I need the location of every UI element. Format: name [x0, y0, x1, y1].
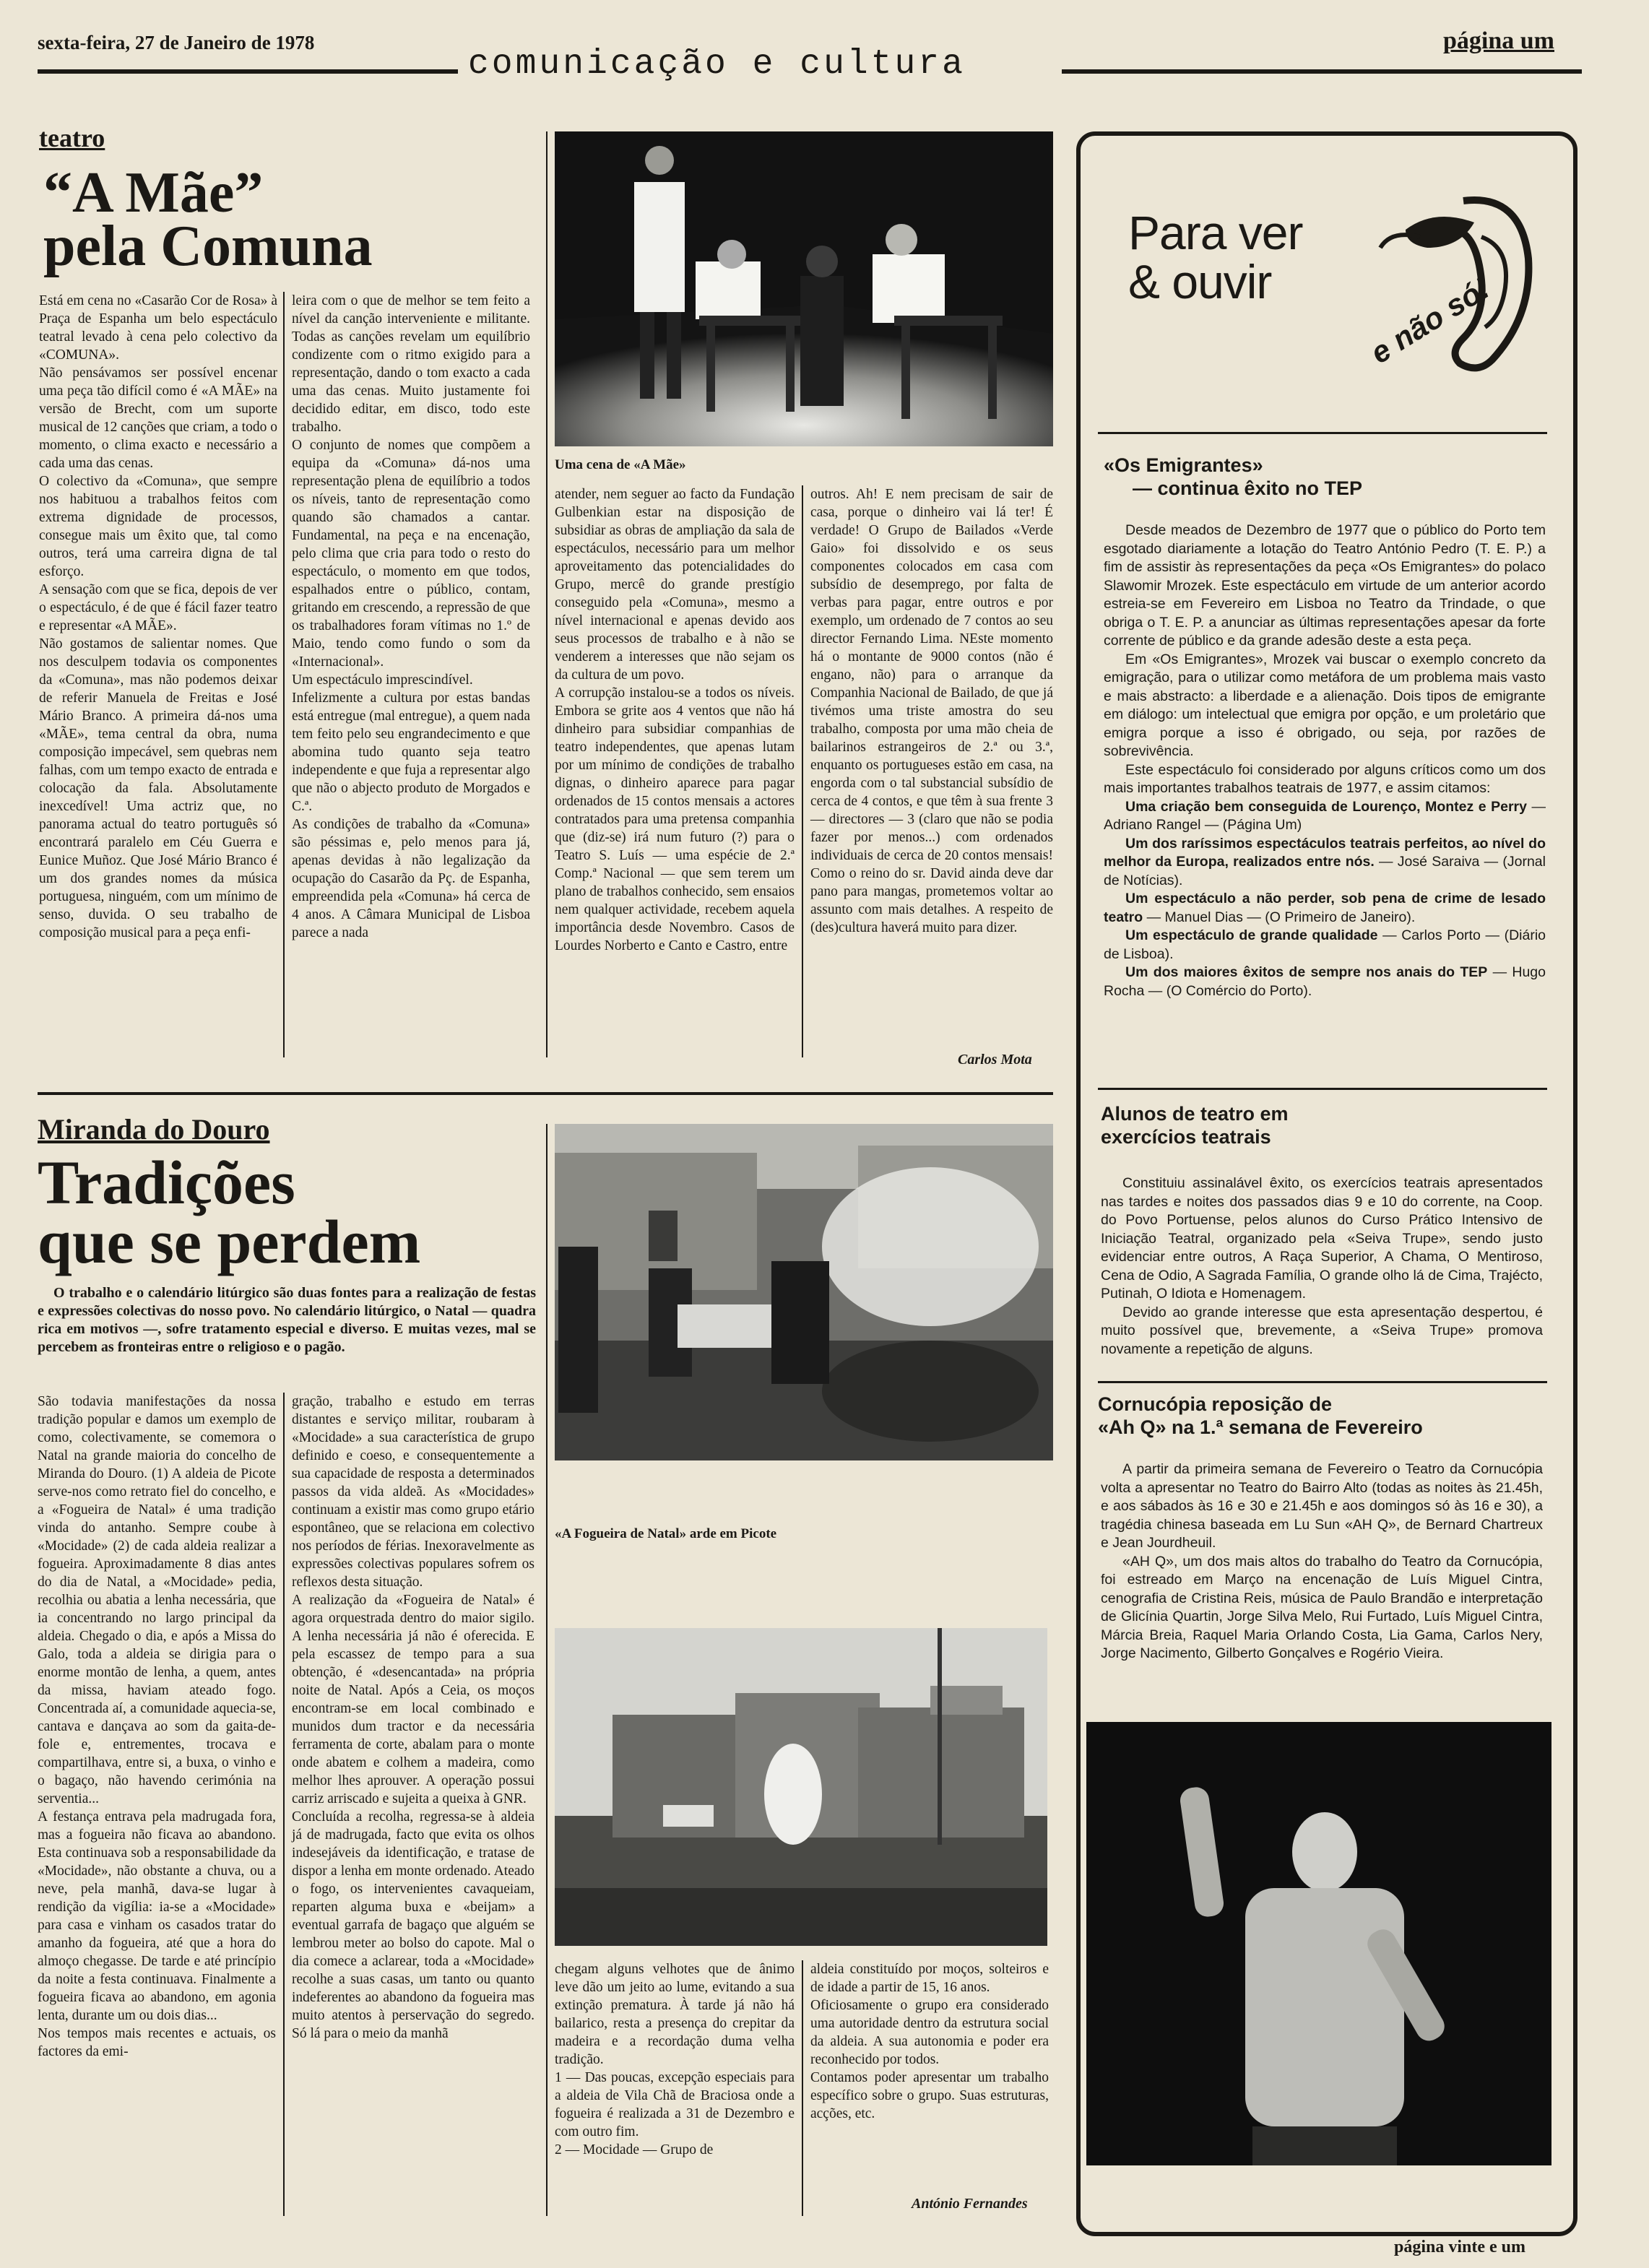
- section-title: comunicação e cultura: [468, 45, 966, 84]
- quote-source: — Manuel Dias — (O Primeiro de Janeiro).: [1143, 909, 1416, 925]
- quote-text: Um espectáculo a não perder, sob pena de crime de lesado teatro: [1104, 891, 1546, 925]
- photo-village-bonfire: [555, 1628, 1047, 1946]
- teatro-column-4: outros. Ah! E nem precisam de sair de casa, porque o dinheiro vai lá ter! É verdade! O Grupo de Bailados «Verde Gaio» foi dissolvido e os seus componentes colocados em casa com subsídio de desemprego, por falta de verbas para pagar, entre outros e por exemplo, um ordenado de 7 contos ao seu director Fernando Lima. NEste momento há o montante de 9000 contos (não é engano, não) para o arranque da Companhia Nacional de Bailado, de que já tivémos uma triste amostra do seu trabalho, composta por uma mão cheia de bailarinos estrangeiros de 2.ª ou 3.ª, enquanto os portugueses estão em casa, na engorda com o tal substancial subsídio de cerca de 4 contos, e que têm à sua frente 3 — directores — 3 (claro que não se podia fazer por menos...) com ordenados individuais de cerca de 20 contos mensais! Como o reino do sr. David ainda deve dar pano para mangas, prometemos voltar ao assunto com mais detalhes. A respeito de (des)cultura haverá muito para dizer.: [810, 487, 1053, 935]
- alunos-heading-line2: exercícios teatrais: [1101, 1126, 1271, 1148]
- bonfire-photo-illustration: [555, 1124, 1053, 1460]
- cornucopia-heading-line2: «Ah Q» na 1.ª semana de Fevereiro: [1098, 1416, 1423, 1438]
- teatro-byline: Carlos Mota: [958, 1052, 1032, 1068]
- actor-photo-illustration: [1086, 1722, 1551, 2165]
- column-rule: [802, 1960, 803, 2216]
- miranda-headline: [38, 1148, 421, 1276]
- photo-a-mae-scene: [555, 131, 1053, 446]
- quote-text: Um dos raríssimos espectáculos teatrais perfeitos, ao nível do melhor da Europa, realizados entre nós.: [1104, 835, 1546, 870]
- alunos-heading-line1: Alunos de teatro em: [1101, 1103, 1289, 1125]
- critic-quote: [1104, 798, 1546, 835]
- village-photo-illustration: [555, 1628, 1047, 1946]
- column-rule: [546, 131, 547, 1057]
- miranda-column-3: chegam alguns velhotes que de ânimo leve dão um jeito ao lume, evitando a sua extinção prematura. À tarde já não há bailarico, resta a presença do crepitar da madeira e a recordação duma velha tradição. 1 — Das poucas, excepção especiais para a aldeia de Vila Chã de Braciosa onde a fogueira é realizada a 31 de Dezembro e com outro fim. 2 — Mocidade — Grupo de: [555, 1962, 795, 2157]
- emigrantes-heading-line2: — continua êxito no TEP: [1133, 477, 1363, 499]
- quote-text: Um espectáculo de grande qualidade: [1125, 927, 1378, 943]
- quote-source: — Adriano Rangel — (Página Um): [1104, 798, 1546, 833]
- critic-quote: [1104, 835, 1546, 891]
- cornucopia-heading-line1: Cornucópia reposição de: [1098, 1393, 1333, 1415]
- critic-quote: [1104, 964, 1546, 1000]
- column-rule: [802, 485, 803, 1057]
- teatro-headline-line1: “A Mãe”: [43, 161, 264, 225]
- box-rule: [1098, 432, 1547, 434]
- newspaper-name: página um: [1443, 27, 1554, 54]
- stage-photo-illustration: [555, 131, 1053, 446]
- emigrantes-body: [1104, 521, 1546, 1000]
- column-rule: [283, 1393, 285, 2216]
- miranda-kicker: Miranda do Douro: [38, 1113, 270, 1146]
- critic-quote: [1104, 890, 1546, 927]
- critic-quote: [1104, 927, 1546, 964]
- banner-line2: & ouvir: [1128, 255, 1272, 308]
- miranda-lead: O trabalho e o calendário litúrgico são duas fontes para a realização de festas e expressões colectivas do nosso povo. No calendário litúrgico, o Natal — quadra rica em motivos —, sofre tratamento especial e diverso. E muitas vezes, mal se percebem as fronteiras entre o religioso e o pagão.: [38, 1285, 536, 1355]
- teatro-headline: [43, 161, 373, 278]
- teatro-kicker: teatro: [39, 124, 105, 152]
- photo-ah-q-actor: [1086, 1722, 1551, 2165]
- column-rule: [546, 1124, 547, 2216]
- quote-text: Uma criação bem conseguida de Lourenço, Montez e Perry: [1125, 798, 1527, 815]
- teatro-column-2: leira com o que de melhor se tem feito a nível da canção interveniente e militante. Todas as canções revelam um equilíbrio condizente com o ritmo exigido para a representação, dando o tom exacto a cada uma das cenas. Muito justamente foi decidido editar, em disco, todo este trabalho. O conjunto de nomes que compõem a equipa da «Comuna» dá-nos uma representação plena de equilíbrio a todos os níveis, tanto de representação como quando são chamados a cantar. Fundamental, na peça e na encenação, pelo clima que cria para todo o resto do espectáculo, o momento em que todos, espalhados entre o público, contam, gritando em crescendo, a repressão de que os trabalhadores foram vítimas no 1.º de Maio, tendo como fundo o som da «Internacional». Um espectáculo imprescindível. Infelizmente a cultura por estas bandas está entregue (mal entregue), a quem nada tem feito pelo seu engrandecimento e que abomina tudo quanto seja teatro independente e que fuja a representar algo que não o abjecto produto de Morgados e C.ª. As condições de trabalho da «Comuna» são péssimas e, pelo menos para já, apenas devidas à não legalização da ocupação do Casarão da Pç. de Espanha, empreendida pela «Comuna» há cerca de 4 anos. A Câmara Municipal de Lisboa parece a nada: [292, 293, 530, 940]
- page-number-footer: página vinte e um: [1394, 2238, 1526, 2256]
- quote-source: — José Saraiva — (Jornal de Notícias).: [1104, 854, 1546, 888]
- quote-source: — Hugo Rocha — (O Comércio do Porto).: [1104, 964, 1546, 999]
- emigrantes-paragraph: Este espectáculo foi considerado por alguns críticos como um dos mais importantes trabalhos teatrais de 1977, e assim citamos:: [1104, 761, 1546, 796]
- emigrantes-paragraph: Em «Os Emigrantes», Mrozek vai buscar o exemplo concreto da emigração, para o utilizar como metáfora de um problema mais vasto e mais abstracto: a liberdade e a alienação. Dois tipos de emigrante em diálogo: um intelectual que emigra por opção, e um proletário que emigra porque a isso é obrigado, ou seja, por razões de sobrevivência.: [1104, 651, 1546, 759]
- section-separator: [38, 1092, 1053, 1095]
- cornucopia-heading: [1098, 1393, 1546, 1439]
- miranda-photo1-caption: «A Fogueira de Natal» arde em Picote: [555, 1526, 777, 1541]
- banner-tag: e não só!: [1364, 270, 1496, 371]
- ear-and-eye-icon: [1312, 179, 1537, 381]
- masthead-rule-right: [1062, 69, 1582, 74]
- banner-line1: Para ver: [1128, 206, 1303, 259]
- emigrantes-heading-line1: «Os Emigrantes»: [1104, 454, 1263, 476]
- cornucopia-paragraph: A partir da primeira semana de Fevereiro o Teatro da Cornucópia volta a apresentar no Teatro do Bairro Alto (todas as noites às 21.45h, e aos sábados às 16 e 30 e 21.45h e aos domingos só às 16 e 30), a tragédia chinesa baseada em Lu Sun «AH Q», de Bernard Chartreux e Jean Jourdheuil.: [1101, 1461, 1543, 1551]
- teatro-headline-line2: pela Comuna: [43, 215, 373, 278]
- masthead-rule-left: [38, 69, 458, 74]
- teatro-photo-caption: Uma cena de «A Mãe»: [555, 457, 686, 472]
- alunos-paragraph: Devido ao grande interesse que esta apresentação despertou, é muito possível que, brevemente, a «Seiva Trupe» promova novamente a repetição de alguns.: [1101, 1304, 1543, 1357]
- miranda-headline-line2: que se perdem: [38, 1207, 421, 1276]
- box-rule: [1098, 1381, 1547, 1383]
- miranda-column-2: gração, trabalho e estudo em terras distantes e serviço militar, roubaram à «Mocidade» a sua característica de grupo definido e coeso, e consequentemente a sua capacidade de resposta a determinados passos da vida aldeã. As «Mocidades» continuam a existir mas como grupo etário espontâneo, que se relaciona em colectivo nos períodos de férias. Inexoravelmente as expressões colectivas populares sofrem os reflexos desta situação. A realização da «Fogueira de Natal» é agora orquestrada dentro do maior sigilo. A lenha necessária já não é oferecida. E pela escassez de tempo para a sua obtenção, é «desencantada» na própria noite de Natal. Após a Ceia, os moços encontram-se em local combinado e munidos dum tractor e da necessária ferramenta de corte, abalam para o monte onde abatem e colhem a madeira, como melhor lhes aprouver. A operação possui carriz arriscado e sujeita a queixa à GNR. Concluída a recolha, regressa-se à aldeia já de madrugada, facto que evita os olhos indesejáveis da identificação, e tratase de dispor a lenha em monte ordenado. Ateado o fogo, os intervenientes cavaqueiam, reparten alguma buxa e «beijam» a eventual garrafa de bagaço que alguém se lembrou meter ao bolso do capote. Mal o dia comece a aclarear, toda a «Mocidade» recolhe a suas casas, um tanto ou quanto indeferentes ao abandono da fogueira mas muito atentos à perservação do segredo. Só lá para o meio da manhã: [292, 1394, 534, 2041]
- cornucopia-paragraph: «AH Q», um dos mais altos do trabalho do Teatro da Cornucópia, foi estreado em Março na encenação de Luís Miguel Cintra, cenografia de Cristina Reis, música de Paulo Brandão e interpretação de Glicínia Quartin, Jorge Silva Melo, Rui Furtado, Luís Miguel Cintra, Márcia Breia, Raquel Maria Orlando Costa, Lia Gama, Carlos Nery, Jorge Nacimento, Gilberto Gonçalves e Rogério Vieira.: [1101, 1553, 1543, 1661]
- quote-text: Um dos maiores êxitos de sempre nos anais do TEP: [1125, 964, 1488, 980]
- teatro-column-3: atender, nem seguer ao facto da Fundação Gulbenkian estar na disposição de subsidiar as obras de ampliação da sala de espectáculos, necessário para um melhor aproveitamento das potencialidades do Grupo, mercê do grande prestígio conseguido pela «Comuna», mesmo a nível internacional e apenas devido aos seus processos de trabalho e à não se venderem a interesses que não sejam os da cultura de um povo. A corrupção instalou-se a todos os níveis. Embora se grite aos 4 ventos que não há dinheiro para subsidiar companhias de teatro independentes, que apenas lutam por um mínimo de condições de trabalho dignas, o dinheiro aparece para pagar ordenados de 15 contos mensais a actores contratados para uma pretensa companhia que (diz-se) irá num futuro (?) para o Teatro S. Luís — uma espécie de 2.ª Comp.ª Nacional — que sem terem um plano de trabalhos conhecido, sem ensaios nem qualquer actividade, recebem aquela importância desde Novembro. Casos de Lourdes Norberto e Canto e Castro, entre: [555, 487, 795, 953]
- emigrantes-paragraph: Desde meados de Dezembro de 1977 que o público do Porto tem esgotado diariamente a lotação do Teatro António Pedro (T. E. P.) a fim de assistir às representações da peça «Os Emigrantes» do polaco Slawomir Mrozek. Este espectáculo em virtude de um anterior acordo estreia-se em Fevereiro em Lisboa no Teatro da Trindade, o que obriga o T. E. P. a anunciar as últimas representações apesar da forte corrente de público e da grande adesão deste a esta peça.: [1104, 522, 1546, 649]
- miranda-column-1: São todavia manifestações da nossa tradição popular e damos um exemplo de como, colectivamente, se comemora o Natal na grande maioria do concelho de Miranda do Douro. (1) A aldeia de Picote serve-nos como retrato fiel do concelho, e a «Fogueira de Natal» é uma tradição vinda do antanho. Sempre coube à «Mocidade» (2) de cada aldeia realizar a fogueira. Aproximadamente 8 dias antes do dia de Natal, a «Mocidade» pedia, recolhia ou abatia a lenha necessária, que ia concentrando no largo principal da aldeia. Chegado o dia, e após a Missa do Galo, toda a aldeia se dirigia para o enorme montão de lenha, a quem, antes da missa, haviam ateado fogo. Concentrada aí, a comunidade aquecia-se, cantava e dançava ao som da gaita-de-fole e, entrementes, trocava e compartilhava, entre si, a buxa, o vinho e o bagaço, não havendo cerimónia na serventia... A festança entrava pela madrugada fora, mas a fogueira não ficava ao abandono. Esta continuava sob a responsabilidade da «Mocidade», não obstante a chuva, ou a neve, pela manhã, dava-se lugar à rendição da vigília: ia-se a «Mocidade» para casa e vinham os casados tratar do amanho da fogueira, até que a hora do almoço chegasse. De tarde e até princípio da noite a festa continuava. Finalmente a fogueira ficava ao abandono, em agonia lenta, durante um ou dois dias... Nos tempos mais recentes e actuais, os factores da emi-: [38, 1394, 276, 2059]
- issue-date: sexta-feira, 27 de Janeiro de 1978: [38, 32, 315, 53]
- teatro-column-1: Está em cena no «Casarão Cor de Rosa» à Praça de Espanha um belo espectáculo teatral levado à cena pelo colectivo da «COMUNA». Não pensávamos ser possível encenar uma peça tão difícil como é «A MÃE» na versão de Brecht, com um suporte musical de 12 canções que criam, a todo o momento, o clima exacto e necessário a cada uma das cenas. O colectivo da «Comuna», que sempre nos habituou a trabalhos feitos com extrema dignidade de processos, consegue mais um êxito que, tal como outros, terá uma carreira digna de tal esforço. A sensação com que se fica, depois de ver o espectáculo, é de que é fácil fazer teatro e representar «A MÃE». Não gostamos de salientar nomes. Que nos desculpem todavia os componentes da «Comuna», mas não podemos deixar de referir Manuela de Freitas e José Mário Branco. A primeira dá-nos uma «MÃE», tema central da obra, numa composição impecável, sem quebras nem falhas, com um tempo exacto de entrada e colocação da fala. Absolutamente inexcedível! Uma actriz que, no panorama actual do teatro português só encontrará paralelo em Céu Guerra e Eunice Muñoz. Que José Mário Branco é um dos grandes nomes da música portuguesa, ninguém, com um mínimo de senso, duvida. O seu trabalho de composição musical para a peça enfi-: [39, 293, 277, 940]
- quote-source: — Carlos Porto — (Diário de Lisboa).: [1104, 927, 1546, 962]
- alunos-heading: [1101, 1102, 1534, 1148]
- para-ver-banner: [1118, 179, 1537, 403]
- emigrantes-heading: [1104, 454, 1537, 500]
- alunos-body: [1101, 1174, 1543, 1359]
- miranda-column-4: aldeia constituído por moços, solteiros e de idade a partir de 15, 16 anos. Oficiosamente o grupo era considerado uma autoridade dentro da estrutura social da aldeia. A sua autonomia e poder era reconhecido por todos. Contamos poder apresentar um trabalho específico sobre o grupo. Suas estruturas, acções, etc.: [810, 1962, 1049, 2121]
- column-rule: [283, 292, 285, 1057]
- alunos-paragraph: Constituiu assinalável êxito, os exercícios teatrais apresentados nas tardes e noites dos passados dias 9 e 10 do corrente, na Coop. do Povo Portuense, pelos alunos do Curso Prático Intensivo de Iniciação Teatral, organizado pela «Seiva Trupe», sendo justo evidenciar entre outros, A Raça Superior, A Chama, O Mentiroso, Cena de Odio, A Sagrada Família, O grande olho lá de Cima, Trajécto, Putinah, O Idiota e Homenagem.: [1101, 1175, 1543, 1302]
- photo-fogueira-de-natal: [555, 1124, 1053, 1460]
- miranda-byline: António Fernandes: [912, 2196, 1028, 2212]
- miranda-headline-line1: Tradições: [38, 1148, 295, 1217]
- box-rule: [1098, 1088, 1547, 1090]
- cornucopia-body: [1101, 1460, 1543, 1663]
